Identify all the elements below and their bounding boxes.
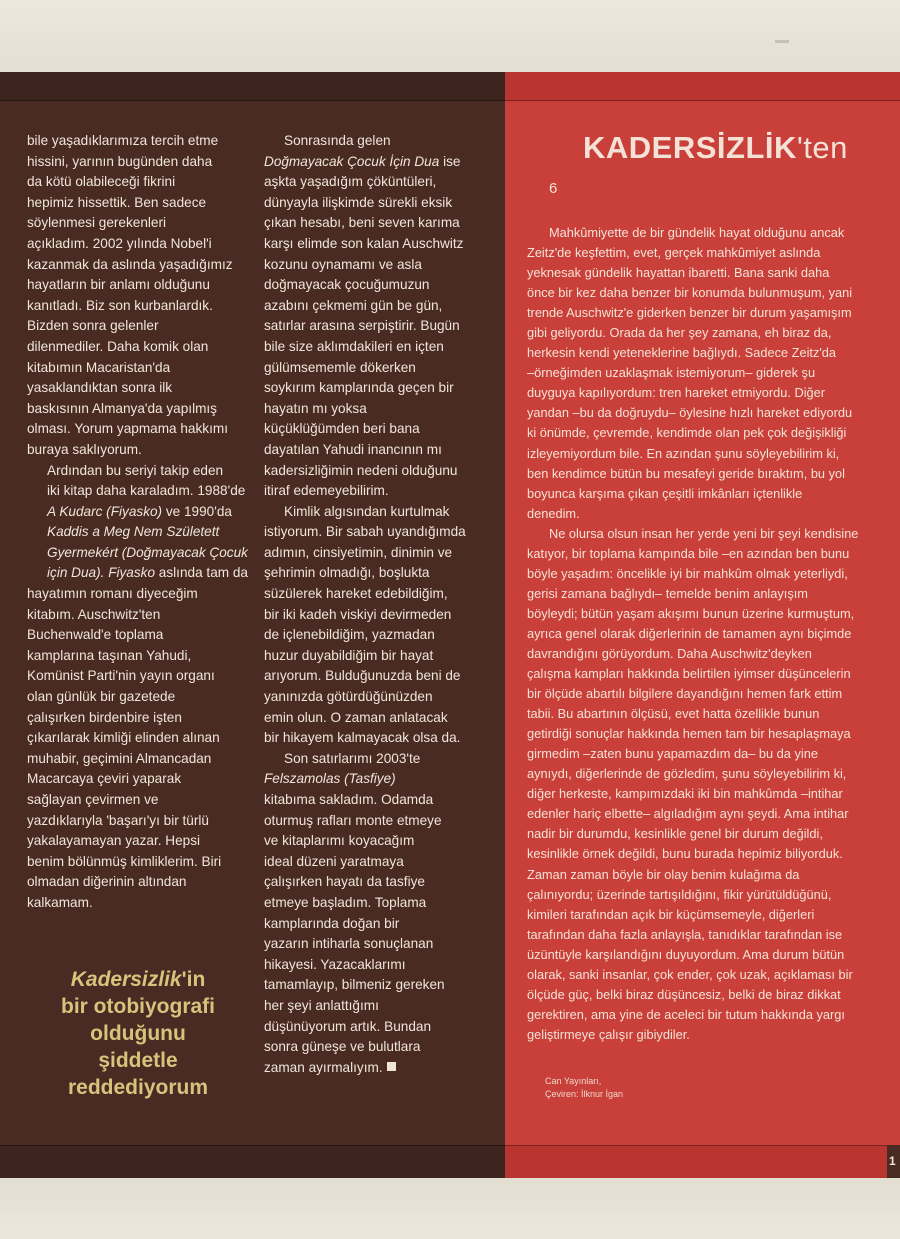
column1-paragraph-2 [27,461,259,914]
text-line: baskısının Almanya'da yapılmış [27,400,217,416]
text-line: dünyayla ilişkimde sürekli eksik [264,194,453,210]
text-line: Ne olursa olsun insan her yerde yeni bir şeyi kendisine [549,525,859,541]
text-line: Bizden sonra gelenler [27,318,159,334]
text-line: bile size aklımdakileri en içten [264,338,444,354]
excerpt-headline: KADERSİZLİK'ten [583,130,848,165]
book-title-fiyasko: A Kudarc (Fiyasko) [47,503,163,519]
text-line: dilenmediler. Daha komik olan [27,338,209,354]
text-line: etmeye başladım. Toplama [264,894,427,910]
pull-quote-line: bir otobiyografi [61,995,215,1018]
text-line: bir ölçüde abartılı bilgilere dayandığını hemen fark ettim [527,686,843,702]
text-line: ideal düzeni yaratmaya [264,853,404,869]
text-line: olması. Yorum yapmama hakkımı [27,421,228,437]
text-line: izleyemiyordum bile. En azından şunu söyleyebilirim ki, [527,445,840,461]
text-line: ve kitaplarımı koyacağım [264,833,415,849]
text-line: kimileri tarafından açık bir küçümsemeyle, diğerleri [527,906,815,922]
text-line: Macarcaya çeviri yaparak [27,771,182,787]
excerpt-column [527,223,882,1045]
text-line: gülümsememle dökerken [264,359,416,375]
text-line: ayrıca genel olarak diğerlerinin de tamamen aynı biçimde [527,625,852,641]
bottom-band-right [505,1145,887,1179]
text-line: buraya saklıyorum. [27,441,142,457]
text-line: ölçüde güç, belki biraz düşüncesiz, belki de biraz dikkat [527,986,841,1002]
text-line: kalkamam. [27,894,93,910]
page-number: 1 [887,1145,900,1178]
text-line: çalışırken birdenbire işten [27,709,182,725]
excerpt-paragraph-1 [527,223,882,524]
text-line: hikayesi. Yazacaklarımı [264,956,406,972]
text-line: üzüntüyle karşılandığını duyuyordum. Ama durum bütün [527,946,845,962]
text-line: olmadan diğerinin altından [27,874,187,890]
text-line: söylenmesi gerekenleri [27,215,167,231]
text-line: istiyorum. Bir sabah uyandığımda [264,524,466,540]
text-line: kitabıma sakladım. Odamda [264,792,434,807]
page-top-margin [0,0,900,72]
text-line: kamplarına taşınan Yahudi, [27,647,192,663]
text-line: kazanmak da aslında yaşadığımız [27,256,233,272]
text-line: arıyorum. Bulduğunuzda beni de [264,668,461,684]
text-line: geliştirmeye çalışır gibiydiler. [527,1026,690,1042]
article-column-1 [27,131,259,914]
pull-quote-line: olduğunu [90,1022,186,1045]
column2-paragraph-1 [264,131,496,502]
text-line: süzülerek hareket edebildiğim, [264,586,448,602]
text-line: adımın, cinsiyetimin, dinimin ve [264,544,453,560]
text-line: hayatların bir anlamı olduğunu [27,277,210,293]
pull-quote-line: reddediyorum [67,1076,209,1099]
column2-paragraph-3 [264,749,496,1079]
text-line: doğmayacak çocuğumuzun [264,277,430,293]
text-line: kozunu oynamamı ve asla [264,256,422,272]
text-line: dayatılan Yahudi inancının mı [264,441,442,457]
text-line: kitabım. Auschwitz'ten [27,606,161,622]
text-line: edenler hariç elbette– algıladığım aynı şeydi. Ama intihar [527,806,849,822]
text-line: yeknesak gündelik hayattan ibaretti. Bana sanki daha [527,265,830,281]
text-line: duyguya kapılıyordum: tren hareket etmiyordu. Diğer [527,385,826,401]
text-line: açıkladım. 2002 yılında Nobel'i [27,235,212,251]
text-line: huzur duyabildiğim bir hayat [264,647,434,663]
text-line: düşünüyorum artık. Bundan [264,1018,432,1034]
print-speck [775,40,789,43]
chapter-number: 6 [549,180,558,197]
text-line: emin olun. O zaman anlatacak [264,709,448,725]
text-line: ben kendimce bütün bu mesafeyi geride bıraktım, bu yol [527,465,845,481]
text-line: –örneğimden uzaklaşmak istemiyorum– giderek şu [527,365,816,381]
text-line: hayatın mı yoksa [264,400,367,416]
article-column-2 [264,131,496,1078]
text-line: kitabımın Macaristan'da [27,359,171,375]
bottom-band-left [0,1145,505,1179]
publisher-name: Can Yayınları, [545,1076,602,1086]
text-line: tarafından daha fazla anlayışla, tanıdıklar tarafından ise [527,926,843,942]
text-line: da kötü olabileceği fikrini [27,174,176,190]
top-band-left [0,72,505,101]
text-line: çalışırken hayatı da tasfiye [264,874,425,890]
text-line: çıkan hesabı, beni seven karıma [264,215,460,231]
text-line: her şeyi anlattığımı [264,997,379,1013]
text-line: itiraf edemeyebilirim. [264,483,389,499]
text-line: yakalayamayan yazar. Hepsi [27,833,201,849]
text-line: olan günlük bir gazetede [27,689,176,705]
text-line: kadersizliğimin nedeni olduğunu [264,462,458,478]
text-line: aşkta yaşadığım çöküntüleri, [264,174,437,190]
text-line: hepimiz hissettik. Ben sadece [27,194,207,210]
text-line: yanınızda götürdüğünüzden [264,689,433,705]
text-line: Mahkûmiyette de bir gündelik hayat olduğunu ancak [549,225,845,240]
book-title-tasfiye: Felszamolas (Tasfiye) [264,771,396,787]
text-line: oturmuş rafları monte etmeye [264,812,442,828]
text-line: satırlar arasına serpiştirir. Bugün [264,318,460,334]
text-line [27,522,259,543]
text-line: karşı elimde son kalan Auschwitz [264,235,464,251]
text-line: sağlayan çevirmen ve [27,792,159,807]
text-line: de içlenebildiğim, yazmadan [264,627,435,643]
text-line: Komünist Parti'nin yayın organı [27,668,215,684]
text-line: Kimlik algısından kurtulmak [284,503,450,519]
text-line: boyunca karşıma çıkan çeşitli imkânları içtenlikle [527,485,803,501]
text-line: böyle yaşadım: öncelikle iyi bir mahkûm olmak yeterliydi, [527,565,848,581]
text-line: Doğmayacak Çocuk İçin Dua ise [264,153,461,169]
text-line: girmedim –zaten bunu yapamazdım da– bu da yine [527,746,818,762]
text-line: tabii. Bu abartının ölçüsü, evet hatta özellikle bunun [527,706,820,722]
text-line: azabını çekmemi gün be gün, [264,297,443,313]
text-line: çıkarılarak kimliği elinden alınan [27,730,220,746]
text-line [264,769,496,790]
page-bottom-margin [0,1178,900,1239]
text-line: iki kitap daha karaladım. 1988'de [47,483,246,499]
text-line: zaman ayırmalıyım. [264,1058,496,1079]
text-line: gerektiren, ama yine de aceleci bir tutum hakkında yargı [527,1006,845,1022]
text-line: gibi geliyordu. Orada da her şey zamana, eh biraz da, [527,325,832,341]
text-line: ki önümde, çevremde, kendimde olan pek çok değişikliği [527,425,847,441]
column1-paragraph-1 [27,131,259,461]
column2-paragraph-2 [264,502,496,749]
text-line: muhabir, geçimini Almancadan [27,750,212,766]
text-line: davrandığını görüyordum. Daha Auschwitz'deyken [527,645,812,661]
text-line: şehrimin olmadığı, boşlukta [264,565,430,581]
text-line: yasaklandıktan sonra ilk [27,380,173,396]
pull-quote-line: şiddetle [98,1049,178,1072]
text-line: katıyor, bir toplama kampında bile –en azından ben bunu [527,545,850,561]
text-line: Zeitz'de keşfettim, evet, gerçek mahkûmiyet aslında [527,245,821,261]
text-line: denedim. [527,505,580,521]
pull-quote [27,966,249,1101]
text-line: küçüklüğümden beri bana [264,421,420,437]
text-line: tamamlayıp, bilmeniz gereken [264,977,445,993]
text-line: Buchenwald'e toplama [27,627,164,643]
text-line: A Kudarc (Fiyasko) ve 1990'da [47,503,232,519]
text-line: Zaman zaman böyle bir olay benim kulağıma da [527,866,800,882]
pull-quote-line: Kadersizlik'in [70,968,206,991]
text-line: önce bir kez daha benzer bir konumda bulunmuşum, yani [527,285,853,301]
text-line: bir hikayem kalmayacak olsa da. [264,730,461,746]
text-line: kanıtladı. Biz son kurbanlardık. [27,297,213,313]
top-band-right [505,72,900,101]
book-title-kaddis-cont: Gyermekért (Doğmayacak Çocuk [47,544,248,560]
text-line: nadir bir durumdu, kesinlikle genel bir durum değildi, [527,826,823,842]
text-line: kamplarında doğan bir [264,915,400,931]
translator-name: Çeviren: İlknur İgan [545,1089,624,1099]
book-title-kaddis-end: için Dua). Fiyasko [47,565,156,581]
text-line: trende Auschwitz'e giderken benzer bir durum yaşamışım [527,305,852,321]
text-line: bile yaşadıklarımıza tercih etme [27,133,219,148]
text-line: bir iki kadeh viskiyi devirmeden [264,606,452,622]
text-line: çalışma kampları hakkında belirtilen iyimser düşüncelerin [527,666,851,682]
text-line: hayatımın romanı diyeceğim [27,586,198,602]
text-line: Sonrasında gelen [284,133,391,148]
text-line: böyleydi; bütün yaşam akışımı bunun üzerine kurmuştum, [527,605,855,621]
text-line: getirdiği sonuçlar hakkında hemen tam bir hesaplaşmaya [527,726,851,742]
text-line: sonra güneşe ve bulutlara [264,1039,421,1055]
text-line: kesinlikle örnek değildi, bunu burada hepimiz biliyorduk. [527,846,843,862]
text-line: yandan –bu da doğruydu– öylesine hızlı hareket ediyordu [527,405,853,421]
text-line: Ardından bu seriyi takip eden [47,462,224,478]
text-line: gerisi zamana bağlıydı– temelde benim anlayışım [527,585,808,601]
text-line: diğer herkeste, kampımızdaki iki bin mahkûmda –intihar [527,786,843,802]
text-line: yazdıklarıyla 'başarı'yı bir türlü [27,812,209,828]
end-of-article-square-icon [387,1062,396,1071]
text-line: benim bölünmüş kimliklerim. Biri [27,853,222,869]
publisher-credits [545,1075,623,1101]
book-title-dua: Doğmayacak Çocuk İçin Dua [264,153,440,169]
text-line [27,543,259,564]
text-line: soykırım kamplarında geçen bir [264,380,454,396]
text-line: için Dua). Fiyasko aslında tam da [47,565,248,581]
text-line: yazarın intiharla sonuçlanan [264,936,434,952]
pull-quote-title: Kadersizlik [70,968,182,991]
text-line: Son satırlarımı 2003'te [284,750,421,766]
text-line: hissini, yarının bugünden daha [27,153,213,169]
text-line: olarak, sanki insanlar, çok ender, çok uzak, açıklaması bir [527,966,853,982]
excerpt-paragraph-2 [527,524,882,1045]
text-line: herkesin kendi yeteneklerine bağlıydı. Sadece Zeitz'da [527,345,837,361]
text-line: aynıydı, diğerlerinde de gözledim, şunu söyleyebilirim ki, [527,766,847,782]
book-title-kaddis: Kaddis a Meg Nem Született [47,524,220,540]
text-line: çalınıyordu; üzerinde tartışıldığını, fikir yürütüldüğünü, [527,886,832,902]
